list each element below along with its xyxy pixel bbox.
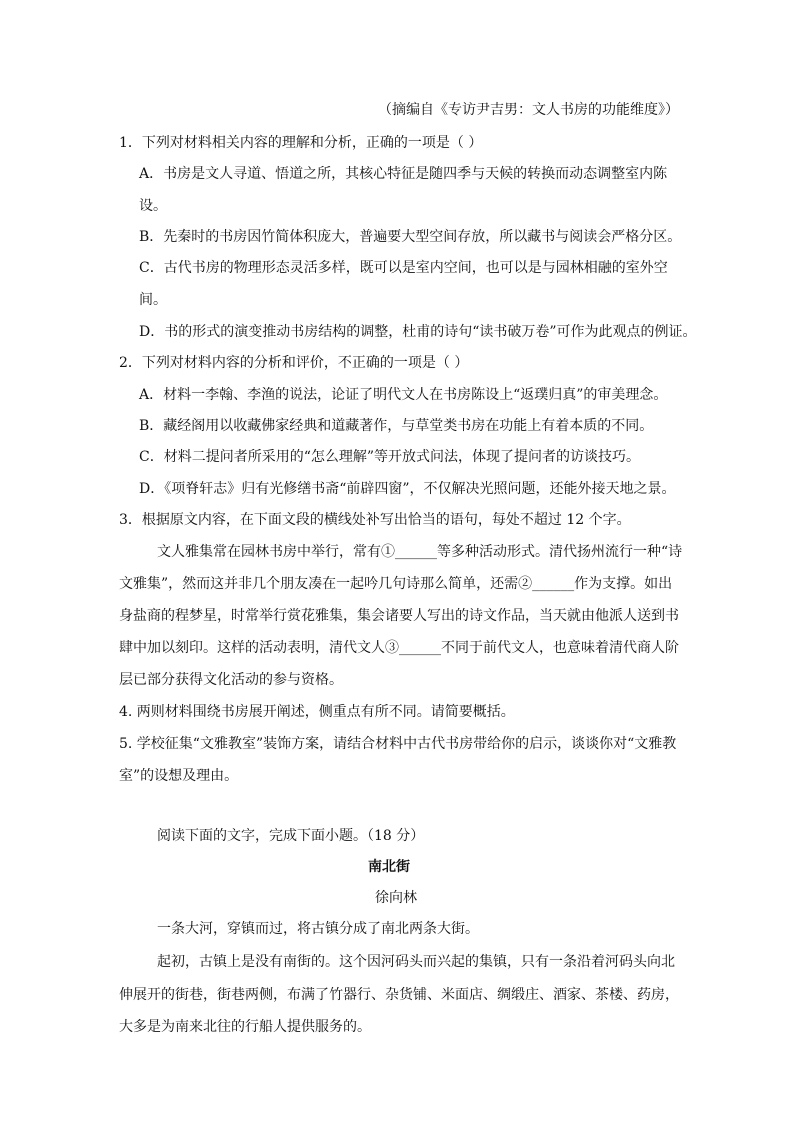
question-line: 5. 学校征集“文雅教室”装饰方案，请结合材料中古代书房带给你的启示，谈谈你对“文雅教: [119, 736, 677, 752]
paragraph-cont: 伸展开的街巷，街巷两侧，布满了竹器行、杂货铺、米面店、绸缎庄、酒家、茶楼、药房，: [119, 987, 679, 1003]
option-d: D．书的形式的演变推动书房结构的调整，杜甫的诗句“读书破万卷”可作为此观点的例证。: [139, 324, 697, 340]
passage-line: 身盐商的程梦星，时常举行赏花雅集，集会诸要人写出的诗文作品，当天就由他派人送到书: [119, 608, 679, 624]
option-b: B．先秦时的书房因竹简体积庞大，普遍要大型空间存放，所以藏书与阅读会严格分区。: [139, 229, 682, 245]
option-c-cont: 间。: [139, 292, 167, 308]
paragraph-cont: 大多是为南来北往的行船人提供服务的。: [119, 1019, 371, 1035]
option-d: D．《项脊轩志》归有光修缮书斋“前辟四窗”，不仅解决光照问题，还能外接天地之景。: [139, 481, 676, 497]
story-title: 南北街: [368, 859, 410, 875]
option-a: A．书房是文人寻道、悟道之所，其核心特征是随四季与天候的转换而动态调整室内陈: [139, 166, 668, 182]
option-b: B．藏经阁用以收藏佛家经典和道藏著作，与草堂类书房在功能上有着本质的不同。: [139, 418, 654, 434]
passage-line: 文人雅集常在园林书房中举行，常有①______等多种活动形式。清代扬州流行一种“诗: [157, 544, 683, 560]
option-a: A．材料一李翰、李渔的说法，论证了明代文人在书房陈设上“返璞归真”的审美理念。: [139, 387, 668, 403]
passage-line: 肆中加以刻印。这样的活动表明，清代文人③______不同于前代文人，也意味着清代商人阶: [119, 640, 679, 656]
passage-line: 文雅集”，然而这并非几个朋友凑在一起吟几句诗那么简单，还需②______作为支撑。如出: [119, 576, 673, 592]
reading-instruction: 阅读下面的文字，完成下面小题。（18 分）: [157, 828, 425, 844]
option-c: C．材料二提问者所采用的“怎么理解”等开放式问法，体现了提问者的访谈技巧。: [139, 449, 641, 465]
question-stem: 2．下列对材料内容的分析和评价，不正确的一项是（ ）: [119, 355, 469, 371]
question-4: 4. 两则材料围绕书房展开阐述，侧重点有所不同。请简要概括。: [119, 704, 515, 720]
paragraph: 一条大河，穿镇而过，将古镇分成了南北两条大街。: [157, 921, 479, 937]
paragraph: 起初，古镇上是没有南街的。这个因河码头而兴起的集镇，只有一条沿着河码头向北: [157, 954, 675, 970]
question-stem: 1．下列对材料相关内容的理解和分析，正确的一项是（ ）: [119, 135, 483, 151]
story-author: 徐向林: [375, 890, 417, 906]
question-line: 室”的设想及理由。: [119, 768, 239, 784]
option-c: C．古代书房的物理形态灵活多样，既可以是室内空间，也可以是与园林相融的室外空: [139, 260, 668, 276]
option-a-cont: 设。: [139, 198, 167, 214]
passage-line: 层已部分获得文化活动的参与资格。: [119, 672, 343, 688]
source-citation: （摘编自《专访尹吉男：文人书房的功能维度》）: [378, 102, 679, 118]
question-stem: 3．根据原文内容，在下面文段的横线处补写出恰当的语句，每处不超过 12 个字。: [119, 512, 631, 528]
